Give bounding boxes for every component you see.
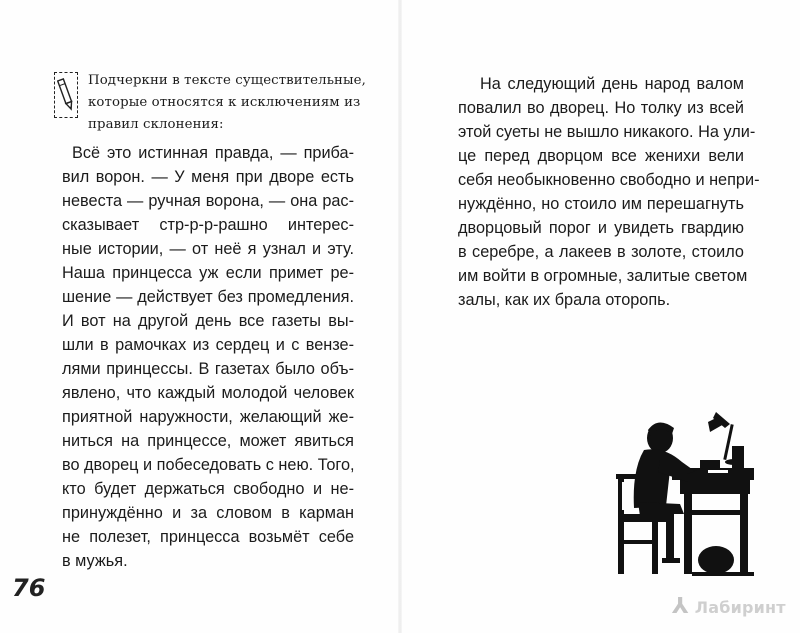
page-number: 76 [12, 574, 46, 602]
text-line: И вот на другой день все газеты вы- [62, 312, 354, 330]
text-line: нуждённо, но стоило им перешагнуть [458, 195, 744, 213]
text-line: не полезет, принцесса возьмёт себе [62, 528, 354, 546]
text-line: себя необыкновенно свободно и непри- [458, 171, 760, 189]
task-line: Подчеркни в тексте существительные, [88, 73, 366, 88]
text-line: кто будет держаться свободно и не- [62, 480, 354, 498]
task-text [88, 70, 388, 136]
text-line: сказывает стр-р-р-рашно интерес- [62, 216, 354, 234]
right-text-column [458, 72, 760, 312]
text-line: залы, как их брала оторопь. [458, 291, 671, 309]
pencil-icon [54, 72, 78, 118]
text-line: шли в рамочках из сердец и с вензе- [62, 336, 354, 354]
text-line: ные истории, — от неё я узнал и эту. [62, 240, 354, 258]
text-line: вил ворон. — У меня при дворе есть [62, 168, 354, 186]
text-line: Наша принцесса уж если примет ре- [62, 264, 354, 282]
text-line: шение — действует без промедления. [62, 288, 354, 306]
text-line: На следующий день народ валом [480, 75, 744, 93]
text-line: в серебре, а лакеев в золоте, стоило [458, 243, 744, 261]
text-line: Всё это истинная правда, — приба- [72, 144, 354, 162]
text-line: во дворец и побеседовать с нею. Того, [62, 456, 355, 474]
text-line: приятной наружности, желающий же- [62, 408, 354, 426]
text-line: этой суеты не вышло никакого. На ули- [458, 123, 756, 141]
task-instruction [54, 66, 384, 132]
text-line: це перед дворцом все женихи вели [458, 147, 744, 165]
text-line: явлено, что каждый молодой человек [62, 384, 354, 402]
text-line: лями принцессы. В газетах было объ- [62, 360, 354, 378]
text-line: дворцовый порог и увидеть гвардию [458, 219, 744, 237]
text-line: ниться на принцессе, может явиться [62, 432, 354, 450]
task-line: правил склонения: [88, 117, 224, 132]
page-gutter [398, 0, 402, 633]
person-at-desk-illustration [604, 410, 754, 582]
labyrinth-logo-icon: ⅄ [672, 594, 689, 619]
watermark-text: Лабиринт [694, 598, 786, 617]
left-text-column [62, 141, 354, 573]
text-line: в мужья. [62, 552, 128, 570]
text-line: принуждённо и за словом в карман [62, 504, 354, 522]
task-line: которые относятся к исключениям из [88, 95, 361, 110]
text-line: повалил во дворец. Но толку из всей [458, 99, 744, 117]
text-line: невеста — ручная ворона, — она рас- [62, 192, 354, 210]
watermark-logo [672, 594, 786, 619]
text-line: им войти в огромные, залитые светом [458, 267, 748, 285]
